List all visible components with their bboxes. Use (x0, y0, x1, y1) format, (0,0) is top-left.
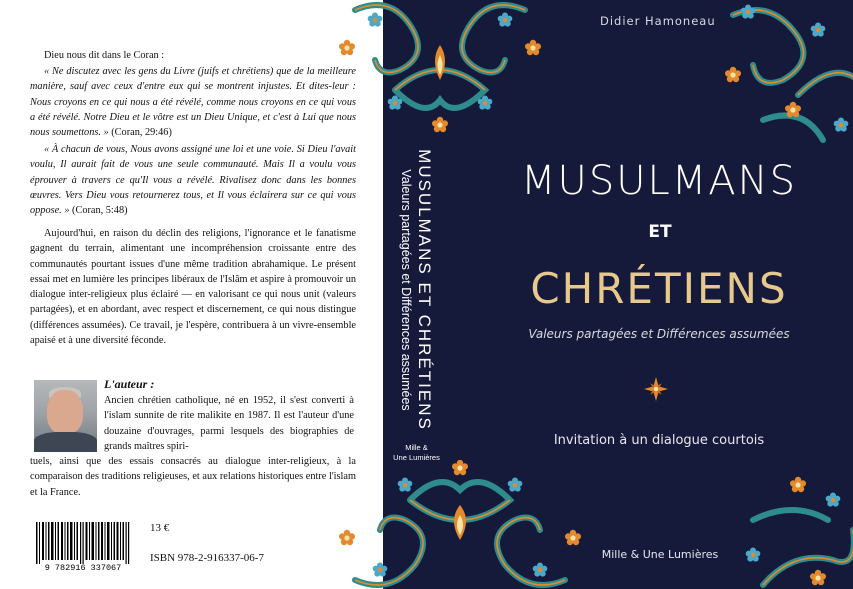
author-photo (34, 380, 97, 452)
ornament-top-right-icon (723, 0, 853, 150)
ornament-bottom-right-icon (733, 460, 853, 589)
price: 13 € (150, 522, 170, 534)
front-author: Didier Hamoneau (600, 14, 716, 28)
back-cover (0, 0, 383, 589)
ornament-top-left-icon (335, 0, 555, 135)
barcode-digits: 9 782916 337067 (44, 563, 122, 572)
front-title-et: ET (648, 222, 672, 242)
spine-title: MUSULMANS ET CHRÉTIENS (415, 149, 434, 431)
ornament-bottom-center-icon (335, 460, 585, 589)
spine-publisher-line1: Mille & (405, 443, 428, 452)
quote-1-text: « Ne discutez avec les gens du Livre (juifs et chrétiens) que de la meilleure manière, sauf avec ceux d'entre eux qui se montrent injustes. Et dites-leur : Nous croyons en ce qui nous a été révélé, comme nous croyons en ce qui vous a été révélé. Notre Dieu et le vôtre est un Dieu Unique, et c'est à Lui que nous nous soumettons. » (30, 66, 356, 139)
quote-2-text: « À chacun de vous, Nous avons assigné une loi et une voie. Si Dieu l'avait voulu, Il aurait fait de vous une seule communauté. Mais Il a voulu vous éprouver à travers ce qu'Il vous a révélé. Rivalisez donc dans les bonnes œuvres. Vers Dieu vous retournerez tous, et Il vous éclairera sur ce qui vous oppose. » (30, 144, 356, 217)
back-intro: Dieu nous dit dans le Coran : (44, 50, 165, 61)
author-bio: Ancien chrétien catholique, né en 1952, il s'est converti à l'islam sunnite de rite malikite en 1987. Il est l'auteur d'une douzaine d'ouvrages, parmi lesquels des biographies de grands maîtres spiri- (104, 395, 354, 452)
barcode (30, 520, 137, 572)
quote-2-ref: (Coran, 5:48) (69, 205, 128, 217)
front-subtitle: Valeurs partagées et Différences assumées (528, 327, 790, 341)
spine-publisher-line2: Une Lumières (393, 453, 440, 462)
quote-1 (30, 64, 356, 140)
spine-subtitle: Valeurs partagées et Différences assumées (399, 169, 413, 411)
quote-1-ref: (Coran, 29:46) (108, 127, 172, 139)
front-title-line2: CHRÉTIENS (530, 264, 788, 313)
star-ornament-icon (643, 376, 669, 402)
front-publisher: Mille & Une Lumières (601, 548, 719, 561)
back-summary: Aujourd'hui, en raison du déclin des religions, l'ignorance et le fanatisme gagnent du terrain, alimentant une incompréhension croissante entre des communautés pourtant issues d'une même tradition abrahamique. Le présent essai met en lumière les principes libéraux de l'Islâm et aspire à promouvoir un dialogue inter-religieux plus éclairé — en valorisant ce qui nous unit (valeurs partagées), et en abordant, avec respect et discernement, ce qui nous distingue (différences assumées). Ce travail, je l'espère, contribuera à un vivre-ensemble apaisé et à une diversité féconde. (30, 228, 356, 347)
author-bio-continued: tuels, ainsi que des essais consacrés au dialogue inter-religieux, à la comparaison des traditions religieuses, et aux relations historiques entre l'islam et la France. (30, 456, 356, 498)
spine-text (398, 149, 434, 431)
front-tagline: Invitation à un dialogue courtois (553, 433, 765, 448)
isbn: ISBN 978-2-916337-06-7 (150, 552, 264, 564)
quote-2 (30, 142, 356, 218)
front-title-line1: MUSULMANS (521, 158, 797, 204)
author-heading: L'auteur : (104, 377, 155, 391)
